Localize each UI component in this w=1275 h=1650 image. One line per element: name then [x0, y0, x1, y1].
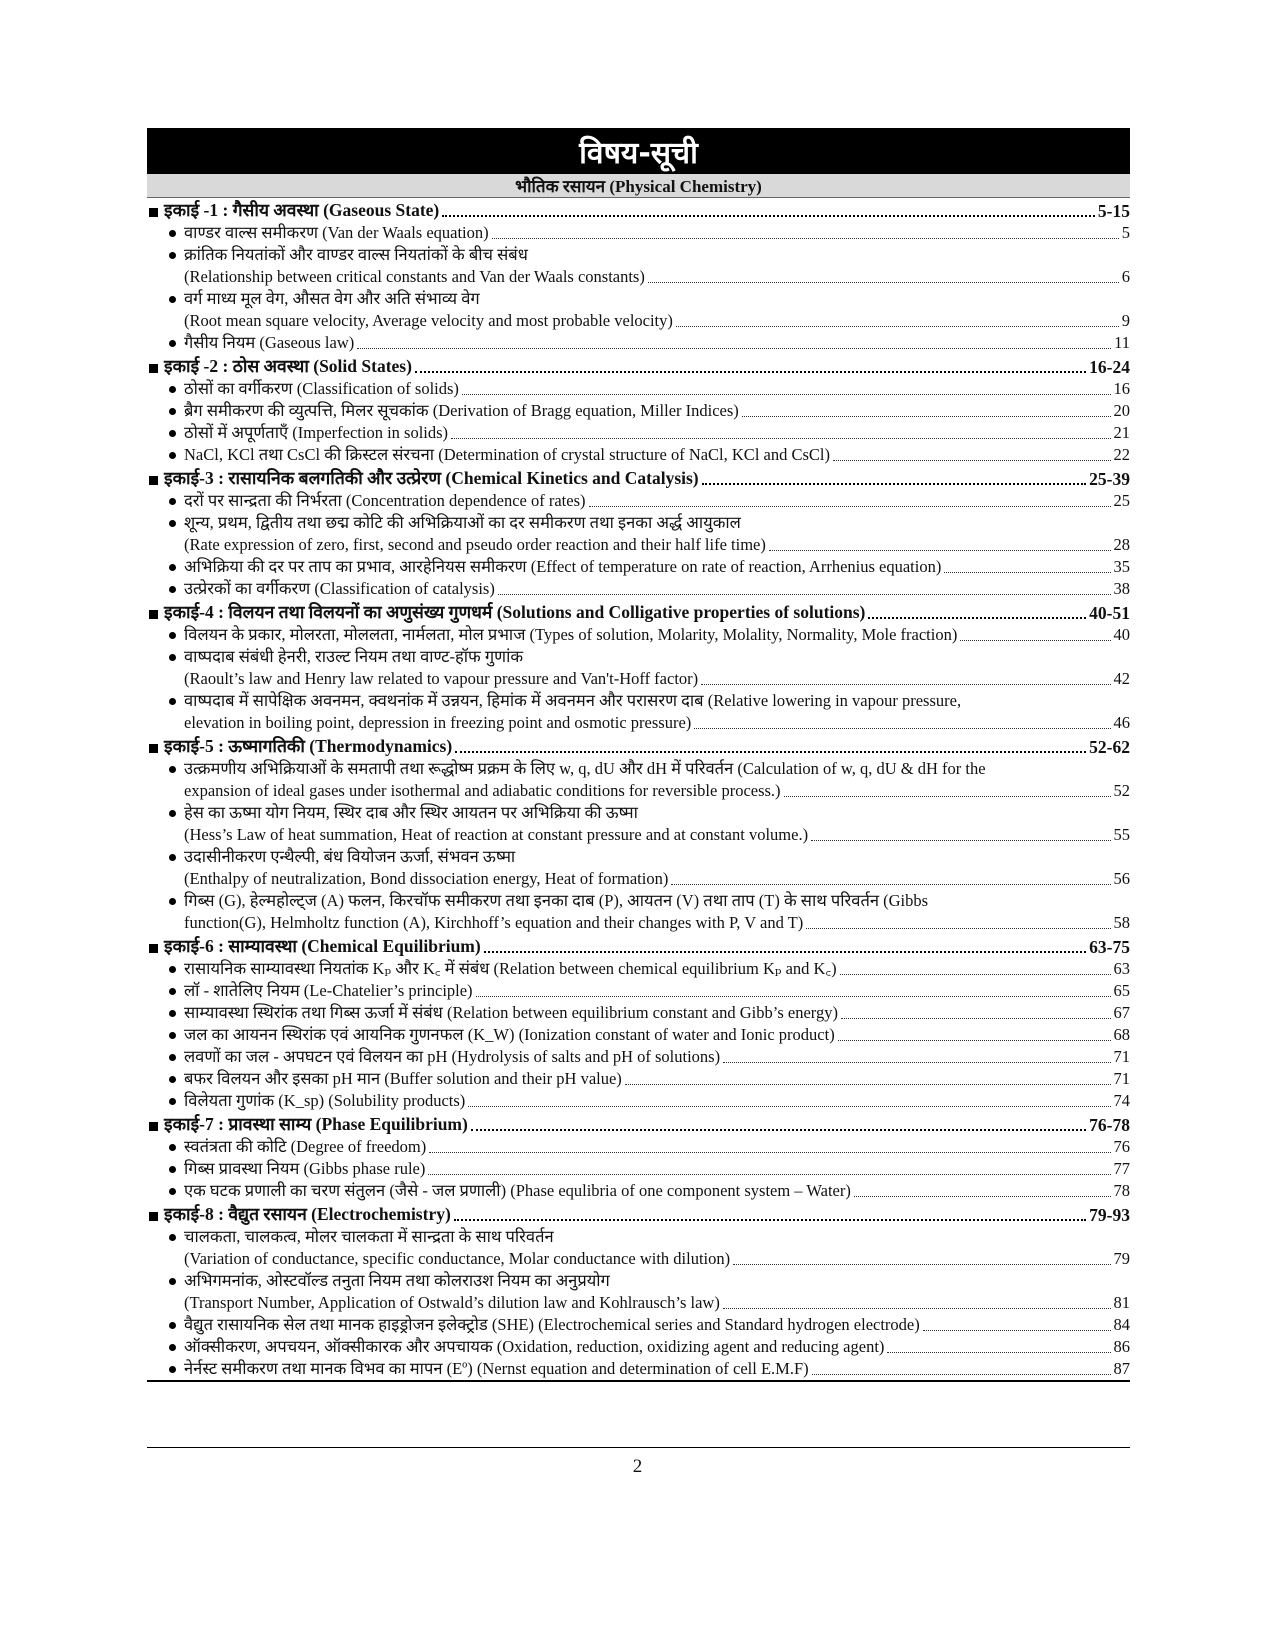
section-subtitle: भौतिक रसायन (Physical Chemistry) — [147, 174, 1130, 198]
entry-page-number: 40 — [1113, 625, 1130, 644]
entry-text: विलयन के प्रकार, मोलरता, मोललता, नार्मलता, मोल प्रभाज (Types of solution, Molarity, Molality, Normality, Mole fraction) — [184, 625, 958, 644]
entry-page-number: 6 — [1121, 267, 1130, 286]
dot-leader — [462, 394, 1111, 395]
bullet-icon — [169, 386, 176, 393]
dot-leader — [811, 840, 1110, 841]
dot-leader — [671, 884, 1110, 885]
dot-leader — [648, 282, 1119, 283]
toc-entry — [147, 802, 1130, 846]
entry-text: ऑक्सीकरण, अपचयन, ऑक्सीकारक और अपचायक (Oxidation, reduction, oxidizing agent and reducing agent) — [184, 1337, 885, 1356]
bullet-icon — [169, 252, 176, 259]
toc-entry — [147, 288, 1130, 332]
entry-page-number: 38 — [1113, 579, 1130, 598]
bullet-icon — [169, 586, 176, 593]
toc-entry — [147, 222, 1130, 244]
bullet-icon — [169, 1166, 176, 1173]
toc-entry — [147, 1270, 1130, 1314]
bullet-icon — [169, 498, 176, 505]
bullet-icon — [169, 898, 176, 905]
bullet-icon — [169, 698, 176, 705]
unit-page-range: 16-24 — [1089, 357, 1130, 377]
dot-leader — [625, 1084, 1111, 1085]
bullet-icon — [169, 1144, 176, 1151]
unit-heading — [147, 466, 1130, 490]
dot-leader — [887, 1352, 1110, 1353]
bullet-icon — [169, 1366, 176, 1373]
entry-text: शून्य, प्रथम, द्वितीय तथा छद्म कोटि की अभिक्रियाओं का दर समीकरण तथा इनका अर्द्ध आयुकाल — [184, 513, 741, 532]
bullet-icon — [169, 1188, 176, 1195]
toc-entry — [147, 958, 1130, 980]
toc-entry — [147, 846, 1130, 890]
bullet-icon — [169, 766, 176, 773]
square-bullet-icon — [149, 364, 158, 373]
entry-page-number: 68 — [1113, 1025, 1130, 1044]
bullet-icon — [169, 1344, 176, 1351]
dot-leader — [838, 1040, 1111, 1041]
entry-text: (Variation of conductance, specific conductance, Molar conductance with dilution) — [184, 1249, 731, 1268]
entry-text: expansion of ideal gases under isothermal and adiabatic conditions for reversible process.) — [184, 781, 781, 800]
dot-leader — [733, 1264, 1110, 1265]
unit-page-range: 5-15 — [1097, 201, 1130, 221]
toc-entry — [147, 512, 1130, 556]
entry-page-number: 86 — [1113, 1337, 1130, 1356]
entry-page-number: 21 — [1113, 423, 1130, 442]
toc-entry — [147, 890, 1130, 934]
entry-page-number: 28 — [1113, 535, 1130, 554]
entry-text: उत्प्रेरकों का वर्गीकरण (Classification of catalysis) — [184, 579, 495, 598]
toc-entry — [147, 578, 1130, 600]
unit-page-range: 25-39 — [1089, 469, 1130, 489]
dot-leader — [854, 1196, 1111, 1197]
dot-leader — [840, 974, 1111, 975]
entry-text: (Relationship between critical constants and Van der Waals constants) — [184, 267, 645, 286]
bullet-icon — [169, 632, 176, 639]
dot-leader — [833, 460, 1111, 461]
entry-page-number: 77 — [1113, 1159, 1130, 1178]
square-bullet-icon — [149, 1122, 158, 1131]
bullet-icon — [169, 430, 176, 437]
unit-title: इकाई-4 : विलयन तथा विलयनों का अणुसंख्य गुणधर्म (Solutions and Colligative properties of solutions) — [164, 602, 866, 622]
toc-entry — [147, 646, 1130, 690]
entry-text: साम्यावस्था स्थिरांक तथा गिब्स ऊर्जा में संबंध (Relation between equilibrium constant and Gibb’s energy) — [184, 1003, 838, 1022]
entry-text: उदासीनीकरण एन्थैल्पी, बंध वियोजन ऊर्जा, संभवन ऊष्मा — [184, 847, 516, 866]
toc-entry — [147, 556, 1130, 578]
toc-entry — [147, 378, 1130, 400]
entry-text: रासायनिक साम्यावस्था नियतांक Kₚ और K꜀ में संबंध (Relation between chemical equilibrium Kₚ and K꜀) — [184, 959, 837, 978]
entry-text: लॉ - शातेलिए नियम (Le-Chatelier’s principle) — [184, 981, 473, 1000]
unit-heading — [147, 1112, 1130, 1136]
toc-entry — [147, 1180, 1130, 1202]
entry-page-number: 11 — [1114, 333, 1130, 352]
entry-page-number: 16 — [1113, 379, 1130, 398]
toc-entry — [147, 244, 1130, 288]
bullet-icon — [169, 654, 176, 661]
toc-entry — [147, 690, 1130, 734]
bullet-icon — [169, 452, 176, 459]
entry-text: ठोसों में अपूर्णताएँ (Imperfection in solids) — [184, 423, 449, 442]
square-bullet-icon — [149, 944, 158, 953]
entry-page-number: 81 — [1113, 1293, 1130, 1312]
entry-text: अभिक्रिया की दर पर ताप का प्रभाव, आरहेनियस समीकरण (Effect of temperature on rate of reaction, Arrhenius equation) — [184, 557, 942, 576]
square-bullet-icon — [149, 1212, 158, 1221]
entry-page-number: 71 — [1113, 1069, 1130, 1088]
bullet-icon — [169, 1054, 176, 1061]
entry-page-number: 76 — [1113, 1137, 1130, 1156]
dot-leader — [476, 996, 1111, 997]
entry-page-number: 5 — [1121, 223, 1130, 242]
dot-leader — [701, 684, 1110, 685]
unit-heading — [147, 734, 1130, 758]
entry-page-number: 67 — [1113, 1003, 1130, 1022]
entry-text: नेर्नस्ट समीकरण तथा मानक विभव का मापन (Eº) (Nernst equation and determination of cell E.M.F) — [184, 1359, 809, 1378]
entry-text: NaCl, KCl तथा CsCl की क्रिस्टल संरचना (Determination of crystal structure of NaCl, KCl and CsCl) — [184, 445, 830, 464]
dot-leader — [442, 215, 1095, 217]
bullet-icon — [169, 966, 176, 973]
entry-text: लवणों का जल - अपघटन एवं विलयन का pH (Hydrolysis of salts and pH of solutions) — [184, 1047, 721, 1066]
bullet-icon — [169, 1032, 176, 1039]
dot-leader — [841, 1018, 1111, 1019]
entry-page-number: 71 — [1113, 1047, 1130, 1066]
entry-text: हेस का ऊष्मा योग नियम, स्थिर दाब और स्थिर आयतन पर अभिक्रिया की ऊष्मा — [184, 803, 638, 822]
toc-entry — [147, 624, 1130, 646]
dot-leader — [742, 416, 1111, 417]
entry-page-number: 9 — [1121, 311, 1130, 330]
bullet-icon — [169, 520, 176, 527]
entry-text: चालकता, चालकत्व, मोलर चालकता में सान्द्रता के साथ परिवर्तन — [184, 1227, 554, 1246]
entry-text: विलेयता गुणांक (K_sp) (Solubility products) — [184, 1091, 466, 1110]
bullet-icon — [169, 408, 176, 415]
bullet-icon — [169, 340, 176, 347]
dot-leader — [492, 238, 1119, 239]
toc-entry — [147, 1068, 1130, 1090]
bullet-icon — [169, 564, 176, 571]
entry-text: अभिगमनांक, ओस्टवॉल्ड तनुता नियम तथा कोलराउश नियम का अनुप्रयोग — [184, 1271, 610, 1290]
entry-page-number: 22 — [1113, 445, 1130, 464]
entry-text: उत्क्रमणीय अभिक्रियाओं के समतापी तथा रूद्धोष्म प्रक्रम के लिए w, q, dU और dH में परिवर्तन (Calculation of w, q, dU & dH for the — [184, 759, 986, 778]
entry-text: (Rate expression of zero, first, second and pseudo order reaction and their half life time) — [184, 535, 766, 554]
contents-page — [147, 128, 1130, 1382]
unit-heading — [147, 198, 1130, 222]
entry-text: गैसीय नियम (Gaseous law) — [184, 333, 355, 352]
entry-page-number: 78 — [1113, 1181, 1130, 1200]
entry-text: वर्ग माध्य मूल वेग, औसत वेग और अति संभाव्य वेग — [184, 289, 480, 308]
unit-page-range: 76-78 — [1089, 1115, 1130, 1135]
dot-leader — [676, 326, 1119, 327]
square-bullet-icon — [149, 744, 158, 753]
entry-text: function(G), Helmholtz function (A), Kirchhoff’s equation and their changes with P, V and T) — [184, 913, 804, 932]
entry-text: एक घटक प्रणाली का चरण संतुलन (जैसे - जल प्रणाली) (Phase equlibria of one component system – Water) — [184, 1181, 851, 1200]
entry-text: वाष्पदाब संबंधी हेनरी, राउल्ट नियम तथा वाण्ट-हॉफ गुणांक — [184, 647, 524, 666]
entry-page-number: 52 — [1113, 781, 1130, 800]
dot-leader — [769, 550, 1111, 551]
entry-text: जल का आयनन स्थिरांक एवं आयनिक गुणनफल (K_W) (Ionization constant of water and Ionic product) — [184, 1025, 835, 1044]
toc-entry — [147, 490, 1130, 512]
unit-title: इकाई-7 : प्रावस्था साम्य (Phase Equilibrium) — [164, 1114, 468, 1134]
dot-leader — [868, 617, 1086, 619]
entry-page-number: 87 — [1113, 1359, 1130, 1378]
entry-text: elevation in boiling point, depression in freezing point and osmotic pressure) — [184, 713, 692, 732]
entry-page-number: 84 — [1113, 1315, 1130, 1334]
toc-entry — [147, 1158, 1130, 1180]
entry-page-number: 20 — [1113, 401, 1130, 420]
page-number: 2 — [632, 1456, 643, 1477]
unit-title: इकाई-3 : रासायनिक बलगतिकी और उत्प्रेरण (Chemical Kinetics and Catalysis) — [164, 468, 699, 488]
dot-leader — [471, 1129, 1086, 1131]
unit-page-range: 79-93 — [1089, 1205, 1130, 1225]
entry-text: ठोसों का वर्गीकरण (Classification of solids) — [184, 379, 459, 398]
toc-entry — [147, 444, 1130, 466]
toc-entry — [147, 1358, 1130, 1380]
entry-text: (Root mean square velocity, Average velocity and most probable velocity) — [184, 311, 673, 330]
dot-leader — [357, 348, 1111, 349]
dot-leader — [498, 594, 1111, 595]
entry-text: दरों पर सान्द्रता की निर्भरता (Concentration dependence of rates) — [184, 491, 586, 510]
entry-text: (Hess’s Law of heat summation, Heat of reaction at constant pressure and at constant volume.) — [184, 825, 809, 844]
entry-page-number: 25 — [1113, 491, 1130, 510]
entry-text: क्रांतिक नियतांकों और वाण्डर वाल्स नियतांकों के बीच संबंध — [184, 245, 528, 264]
unit-title: इकाई-8 : वैद्युत रसायन (Electrochemistry) — [164, 1204, 451, 1224]
bullet-icon — [169, 1076, 176, 1083]
dot-leader — [455, 751, 1086, 753]
dot-leader — [415, 371, 1086, 373]
unit-title: इकाई-5 : ऊष्मागतिकी (Thermodynamics) — [164, 736, 453, 756]
table-of-contents — [147, 198, 1130, 1382]
dot-leader — [694, 728, 1110, 729]
unit-heading — [147, 600, 1130, 624]
dot-leader — [723, 1308, 1111, 1309]
entry-page-number: 65 — [1113, 981, 1130, 1000]
entry-page-number: 35 — [1113, 557, 1130, 576]
toc-entry — [147, 1336, 1130, 1358]
toc-entry — [147, 1136, 1130, 1158]
bullet-icon — [169, 230, 176, 237]
bullet-icon — [169, 988, 176, 995]
entry-text: बफर विलयन और इसका pH मान (Buffer solution and their pH value) — [184, 1069, 622, 1088]
toc-entry — [147, 1226, 1130, 1270]
dot-leader — [484, 951, 1086, 953]
bullet-icon — [169, 296, 176, 303]
dot-leader — [702, 483, 1087, 485]
bullet-icon — [169, 1010, 176, 1017]
toc-entry — [147, 1046, 1130, 1068]
entry-text: गिब्स (G), हेल्महोल्ट्ज (A) फलन, किरचॉफ समीकरण तथा इनका दाब (P), आयतन (V) तथा ताप (T) के साथ परिवर्तन (Gibbs — [184, 891, 929, 910]
page-title: विषय-सूची — [147, 128, 1130, 174]
dot-leader — [429, 1152, 1110, 1153]
dot-leader — [468, 1106, 1110, 1107]
unit-heading — [147, 1202, 1130, 1226]
toc-entry — [147, 400, 1130, 422]
bullet-icon — [169, 810, 176, 817]
dot-leader — [944, 572, 1110, 573]
dot-leader — [451, 438, 1110, 439]
bullet-icon — [169, 1322, 176, 1329]
toc-entry — [147, 1024, 1130, 1046]
dot-leader — [923, 1330, 1111, 1331]
toc-entry — [147, 422, 1130, 444]
entry-text: ब्रैग समीकरण की व्युत्पत्ति, मिलर सूचकांक (Derivation of Bragg equation, Miller Indices) — [184, 401, 739, 420]
entry-text: स्वतंत्रता की कोटि (Degree of freedom) — [184, 1137, 427, 1156]
entry-text: (Raoult’s law and Henry law related to vapour pressure and Van't-Hoff factor) — [184, 669, 699, 688]
dot-leader — [806, 928, 1110, 929]
dot-leader — [454, 1219, 1086, 1221]
entry-page-number: 74 — [1113, 1091, 1130, 1110]
entry-text: वैद्युत रासायनिक सेल तथा मानक हाइड्रोजन इलेक्ट्रोड (SHE) (Electrochemical series and Standard hydrogen electrode) — [184, 1315, 920, 1334]
entry-page-number: 79 — [1113, 1249, 1130, 1268]
square-bullet-icon — [149, 610, 158, 619]
dot-leader — [784, 796, 1111, 797]
entry-page-number: 46 — [1113, 713, 1130, 732]
toc-entry — [147, 758, 1130, 802]
unit-page-range: 40-51 — [1089, 603, 1130, 623]
entry-text: वाष्पदाब में सापेक्षिक अवनमन, क्वथनांक में उन्नयन, हिमांक में अवनमन और परासरण दाब (Relative lowering in vapour pressure, — [184, 691, 962, 710]
toc-entry — [147, 1314, 1130, 1336]
entry-text: (Enthalpy of neutralization, Bond dissociation energy, Heat of formation) — [184, 869, 669, 888]
dot-leader — [428, 1174, 1110, 1175]
toc-entry — [147, 1090, 1130, 1112]
dot-leader — [589, 506, 1111, 507]
square-bullet-icon — [149, 208, 158, 217]
unit-heading — [147, 934, 1130, 958]
bullet-icon — [169, 1278, 176, 1285]
entry-page-number: 42 — [1113, 669, 1130, 688]
dot-leader — [960, 640, 1110, 641]
bullet-icon — [169, 854, 176, 861]
entry-page-number: 63 — [1113, 959, 1130, 978]
entry-page-number: 56 — [1113, 869, 1130, 888]
unit-title: इकाई -2 : ठोस अवस्था (Solid States) — [164, 356, 412, 376]
square-bullet-icon — [149, 476, 158, 485]
unit-page-range: 52-62 — [1089, 737, 1130, 757]
toc-entry — [147, 1002, 1130, 1024]
bullet-icon — [169, 1098, 176, 1105]
dot-leader — [723, 1062, 1110, 1063]
entry-text: वाण्डर वाल्स समीकरण (Van der Waals equation) — [184, 223, 489, 242]
footer-rule — [147, 1447, 1130, 1448]
toc-entry — [147, 980, 1130, 1002]
dot-leader — [812, 1374, 1111, 1375]
toc-entry — [147, 332, 1130, 354]
unit-page-range: 63-75 — [1089, 937, 1130, 957]
unit-heading — [147, 354, 1130, 378]
entry-page-number: 58 — [1113, 913, 1130, 932]
bullet-icon — [169, 1234, 176, 1241]
entry-text: (Transport Number, Application of Ostwald’s dilution law and Kohlrausch’s law) — [184, 1293, 720, 1312]
unit-title: इकाई-6 : साम्यावस्था (Chemical Equilibrium) — [164, 936, 481, 956]
unit-title: इकाई -1 : गैसीय अवस्था (Gaseous State) — [164, 200, 440, 220]
entry-text: गिब्स प्रावस्था नियम (Gibbs phase rule) — [184, 1159, 426, 1178]
entry-page-number: 55 — [1113, 825, 1130, 844]
